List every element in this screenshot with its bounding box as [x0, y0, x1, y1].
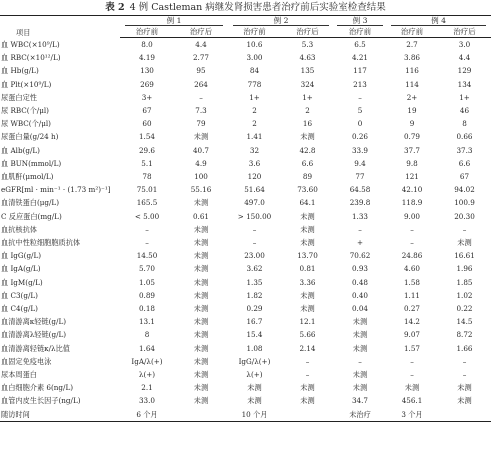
table-row [0, 130, 491, 143]
table-cell: 未测 [300, 304, 315, 314]
table-cell: 未测 [193, 304, 209, 314]
table-cell: 0.04 [351, 304, 368, 314]
table-cell: 14.50 [136, 251, 158, 261]
table-cell: 13.70 [297, 251, 318, 261]
table-cell: 未测 [193, 224, 209, 234]
table-row [0, 78, 491, 91]
row-label: 血 Alb(g/L) [1, 145, 40, 155]
table-cell: + [356, 238, 364, 248]
table-cell: – [252, 238, 257, 248]
table-cell: 4.19 [138, 53, 155, 63]
table-cell: 0.81 [299, 264, 316, 274]
table-cell: 1.58 [403, 277, 420, 287]
table-cell: 4.21 [351, 53, 368, 63]
table-cell: 1.02 [456, 290, 473, 300]
table-cell: – [305, 356, 310, 366]
table-cell: 16.61 [454, 251, 475, 261]
table-caption [0, 1, 491, 14]
table-cell: 33.9 [351, 145, 368, 155]
row-label: 血清铁蛋白(μg/L) [1, 198, 60, 208]
table-cell: 1.05 [138, 277, 155, 287]
table-cell: 8.72 [456, 330, 473, 340]
table-row [0, 381, 491, 394]
table-cell: 0.79 [403, 132, 420, 142]
table-cell: 264 [194, 79, 208, 89]
table-cell: 497.0 [244, 198, 265, 208]
table-body [0, 38, 491, 422]
table-cell: 64.1 [299, 198, 316, 208]
row-label: eGFR[ml · min⁻¹ · (1.73 m²)⁻¹] [1, 185, 111, 195]
table-row [0, 104, 491, 117]
row-label: 血 IgG(g/L) [1, 251, 42, 261]
table-cell: 未测 [300, 290, 315, 300]
table-cell: 5.70 [138, 264, 155, 274]
table-row [0, 408, 491, 422]
table-cell: 55.16 [190, 185, 212, 195]
table-cell: 0 [357, 119, 363, 129]
table-cell: 未测 [457, 383, 472, 393]
header-before: 治疗前 [228, 26, 281, 38]
table-cell: 2.1 [141, 383, 153, 393]
table-cell: 1.11 [403, 290, 420, 300]
table-cell: 1.41 [246, 132, 263, 142]
table-row [0, 315, 491, 328]
table-cell: 70.62 [349, 251, 371, 261]
table-cell: 3.6 [248, 158, 261, 168]
table-cell: 0.61 [192, 211, 209, 221]
table-cell: 未测 [457, 396, 472, 406]
table-cell: 73.60 [297, 185, 318, 195]
table-cell [438, 408, 491, 422]
table-cell: 10 个月 [228, 408, 281, 422]
table-row [0, 51, 491, 64]
table-cell: 778 [247, 79, 262, 89]
table-cell: 未测 [247, 383, 262, 393]
table-cell: 0.66 [456, 132, 473, 142]
table-cell: – [358, 224, 362, 234]
table-cell: 1.54 [138, 132, 155, 142]
table-cell: – [358, 356, 362, 366]
table-cell: λ(+) [246, 370, 263, 380]
row-label: 尿蛋白定性 [1, 92, 37, 102]
table-cell: 0.93 [351, 264, 368, 274]
table-cell: – [410, 224, 414, 234]
table-cell [174, 408, 228, 422]
table-title: 4 例 Castleman 病继发肾损害患者治疗前后实验室检查结果 [129, 2, 386, 13]
row-label: 血 C3(g/L) [1, 290, 38, 300]
table-cell: 6.6 [458, 158, 471, 168]
table-cell: 1.82 [246, 290, 263, 300]
row-label: 随访时间 [0, 408, 120, 422]
table-cell: 未测 [193, 290, 209, 300]
table-cell: 未测 [300, 238, 315, 248]
table-cell: – [462, 370, 467, 380]
table-cell: 60 [142, 119, 152, 129]
table-cell: 213 [353, 79, 367, 89]
table-cell: 67 [459, 172, 470, 182]
row-label: 尿本周蛋白 [1, 370, 37, 380]
table-cell: 51.64 [244, 185, 265, 195]
table-cell: – [410, 370, 414, 380]
table-cell: 94.02 [454, 185, 475, 195]
table-cell: 1.35 [246, 277, 263, 287]
row-label: 血固定免疫电泳 [1, 356, 52, 366]
row-label: 血抗核抗体 [1, 224, 37, 234]
table-number: 表 2 [105, 2, 125, 13]
table-cell: 未测 [300, 132, 315, 142]
table-cell: 13.1 [138, 317, 155, 327]
table-cell: – [145, 224, 149, 234]
table-cell: 95 [196, 66, 206, 76]
table-cell: 12.1 [299, 317, 316, 327]
table-cell: 6 个月 [120, 408, 174, 422]
table-cell: 15.4 [246, 330, 263, 340]
table-cell: – [145, 238, 149, 248]
table-cell: 14.5 [456, 317, 473, 327]
table-cell: 67 [142, 106, 152, 116]
table-cell [281, 408, 334, 422]
table-row [0, 289, 491, 302]
table-cell: 1.57 [403, 343, 420, 353]
table-cell: 2 [305, 106, 310, 116]
table-cell: – [462, 224, 467, 234]
table-cell: 0.26 [351, 132, 368, 142]
row-label: 血 IgM(g/L) [1, 277, 43, 287]
table-row [0, 249, 491, 262]
table-cell: 4.4 [458, 53, 471, 63]
table-cell: 24.86 [401, 251, 423, 261]
table-cell: 未测 [300, 383, 315, 393]
table-cell: 1.96 [456, 264, 473, 274]
table-cell: 3.86 [403, 53, 420, 63]
table-cell: – [462, 356, 467, 366]
table-row [0, 355, 491, 368]
table-cell: 120 [247, 172, 262, 182]
header-case-3: 例 3 [334, 16, 386, 27]
table-cell: 165.5 [136, 198, 158, 208]
lab-results-table [0, 15, 491, 422]
table-cell: 0.29 [246, 304, 263, 314]
table-cell: 2+ [406, 92, 418, 102]
table-cell: 未测 [193, 317, 209, 327]
table-cell: 100 [194, 172, 208, 182]
table-cell: 8.0 [141, 40, 153, 49]
table-cell: 19 [407, 106, 417, 116]
table-row [0, 38, 491, 52]
table-cell: 16 [302, 119, 313, 129]
table-cell: 未测 [300, 396, 315, 406]
table-row [0, 170, 491, 183]
table-cell: 2 [252, 106, 257, 116]
table-cell: 42.8 [299, 145, 316, 155]
table-row [0, 64, 491, 77]
table-cell: IgG/λ(+) [238, 356, 271, 366]
table-cell: 79 [196, 119, 206, 129]
row-label: 血清游离轻链κ/λ比值 [1, 343, 70, 353]
row-label: C 反应蛋白(mg/L) [1, 211, 62, 221]
table-cell: 130 [140, 66, 154, 76]
table-cell: 10.6 [246, 40, 263, 49]
table-cell: 未测 [193, 330, 209, 340]
table-cell: 29.6 [138, 145, 155, 155]
table-cell: 117 [353, 66, 367, 76]
table-cell: 未测 [247, 396, 262, 406]
table-cell: 1+ [459, 92, 470, 102]
table-cell: 1.33 [351, 211, 368, 221]
row-label: 血肌酐(μmol/L) [1, 172, 54, 182]
table-cell: 未测 [193, 370, 209, 380]
header-after: 治疗后 [438, 26, 491, 38]
table-row [0, 196, 491, 209]
table-cell: 未测 [193, 198, 209, 208]
table-cell: 8 [462, 119, 467, 129]
row-label: 尿 WBC(个/μl) [1, 119, 51, 129]
table-cell: 8 [144, 330, 150, 340]
table-cell: 0.48 [351, 277, 368, 287]
table-cell: 未测 [193, 356, 209, 366]
table-cell: 134 [457, 79, 472, 89]
header-before: 治疗前 [120, 26, 174, 38]
row-label: 尿蛋白量(g/24 h) [1, 132, 59, 142]
table-cell: 5.1 [141, 158, 153, 168]
header-case-2: 例 2 [228, 16, 334, 27]
table-cell: 未测 [193, 238, 209, 248]
table-cell: 未测 [352, 370, 368, 380]
table-cell: 未治疗 [334, 408, 386, 422]
header-after: 治疗后 [174, 26, 228, 38]
table-cell: 1+ [249, 92, 260, 102]
table-row [0, 276, 491, 289]
header-item: 项目 [0, 16, 120, 38]
row-label: 血 BUN(mmol/L) [1, 158, 62, 168]
table-row [0, 368, 491, 381]
table-cell: 116 [405, 66, 419, 76]
table-cell: 4.63 [299, 53, 316, 63]
row-label: 血 RBC(×10¹²/L) [1, 53, 61, 63]
table-row [0, 210, 491, 223]
table-cell: 9.07 [403, 330, 420, 340]
table-cell: 23.00 [244, 251, 265, 261]
table-cell: 未测 [352, 343, 368, 353]
table-cell: – [410, 356, 414, 366]
table-cell: 32 [249, 145, 260, 155]
table-row [0, 117, 491, 130]
table-cell: – [358, 92, 362, 102]
table-cell: 9 [409, 119, 415, 129]
row-label: 血白细胞介素 6(ng/L) [1, 383, 74, 393]
table-cell: 3.62 [246, 264, 263, 274]
table-cell: 0.89 [138, 290, 155, 300]
table-cell: – [199, 92, 203, 102]
table-cell: 456.1 [401, 396, 423, 406]
row-label: 血 WBC(×10⁹/L) [1, 39, 60, 49]
table-cell: 3.0 [458, 40, 471, 49]
table-cell: 100.9 [454, 198, 475, 208]
table-cell: < 5.00 [134, 211, 160, 221]
table-cell: 46 [459, 106, 470, 116]
table-cell: 14.2 [403, 317, 420, 327]
table-cell: 6.5 [354, 40, 366, 49]
table-row [0, 302, 491, 315]
table-row [0, 91, 491, 104]
table-cell: 5.3 [301, 40, 314, 49]
table-cell: 5 [357, 106, 363, 116]
table-cell: 2.7 [406, 40, 418, 49]
table-row [0, 262, 491, 275]
table-cell: 未测 [352, 330, 368, 340]
table-cell: 6.6 [301, 158, 314, 168]
table-cell: 118.9 [401, 198, 423, 208]
table-cell: 269 [140, 79, 154, 89]
table-cell: > 150.00 [237, 211, 272, 221]
table-cell: 未测 [193, 251, 209, 261]
table-cell: 未测 [193, 396, 209, 406]
table-cell: 42.10 [401, 185, 423, 195]
table-cell: 未测 [193, 264, 209, 274]
table-row [0, 394, 491, 407]
header-before: 治疗前 [386, 26, 438, 38]
table-cell: 37.7 [403, 145, 420, 155]
table-cell: 1.08 [246, 343, 263, 353]
table-cell: – [252, 224, 257, 234]
table-cell: 未测 [352, 383, 368, 393]
table-cell: 1.85 [456, 277, 473, 287]
table-cell: 16.7 [246, 317, 263, 327]
row-label: 血 IgA(g/L) [1, 264, 41, 274]
row-label: 血管内皮生长因子(ng/L) [1, 396, 81, 406]
table-cell: 75.01 [136, 185, 158, 195]
table-cell: 78 [142, 172, 152, 182]
table-cell: 2 [252, 119, 257, 129]
row-label: 血清游离λ轻链(g/L) [1, 330, 67, 340]
table-cell: 3 个月 [386, 408, 438, 422]
table-cell: – [305, 370, 310, 380]
row-label: 血 Hb(g/L) [1, 66, 39, 76]
table-cell: 129 [457, 66, 472, 76]
table-cell: 77 [355, 172, 365, 182]
table-cell: 未测 [193, 343, 209, 353]
table-row [0, 144, 491, 157]
row-label: 血清游离κ轻链(g/L) [1, 317, 67, 327]
table-cell: IgA/λ(+) [131, 356, 163, 366]
table-cell: 4.60 [403, 264, 420, 274]
table-cell: 7.3 [195, 106, 207, 116]
table-header [0, 16, 491, 38]
table-cell: 64.58 [349, 185, 371, 195]
table-cell: 未测 [457, 238, 472, 248]
table-cell: 0.27 [403, 304, 420, 314]
table-row [0, 157, 491, 170]
table-cell: 3.36 [299, 277, 316, 287]
table-cell: 未测 [300, 211, 315, 221]
table-cell: 0.22 [456, 304, 473, 314]
table-row [0, 342, 491, 355]
table-cell: 9.4 [354, 158, 366, 168]
table-row [0, 236, 491, 249]
table-cell: 324 [300, 79, 315, 89]
table-row [0, 183, 491, 196]
table-cell: 4.4 [195, 40, 207, 49]
table-cell: 0.18 [138, 304, 155, 314]
table-cell: 20.30 [454, 211, 475, 221]
table-row [0, 223, 491, 236]
table-cell: 37.3 [456, 145, 473, 155]
table-cell: 未测 [300, 224, 315, 234]
table-cell: 84 [249, 66, 260, 76]
table-cell: 89 [302, 172, 313, 182]
table-cell: 未测 [193, 132, 209, 142]
row-label: 血 Plt(×10⁹/L) [1, 79, 52, 89]
row-label: 血 C4(g/L) [1, 304, 38, 314]
table-cell: 34.7 [351, 396, 368, 406]
table-cell: λ(+) [138, 370, 156, 380]
table-cell: 114 [405, 79, 419, 89]
table-cell: 33.0 [138, 396, 155, 406]
table-cell: 1+ [302, 92, 313, 102]
table-row [0, 328, 491, 341]
table-cell: 135 [300, 66, 315, 76]
table-cell: 2.14 [299, 343, 316, 353]
table-cell: 3.00 [246, 53, 263, 63]
table-cell: 40.7 [192, 145, 209, 155]
table-cell: – [410, 238, 414, 248]
table-cell: 9.00 [403, 211, 420, 221]
table-cell: 121 [405, 172, 419, 182]
header-case-1: 例 1 [120, 16, 228, 27]
table-cell: 3+ [141, 92, 153, 102]
table-cell: 未测 [352, 317, 368, 327]
table-cell: 1.64 [138, 343, 155, 353]
row-label: 尿 RBC(个/μl) [1, 106, 49, 116]
table-cell: 4.9 [195, 158, 207, 168]
table-cell: 1.66 [456, 343, 473, 353]
table-cell: 未测 [193, 277, 209, 287]
table-cell: 9.8 [406, 158, 418, 168]
table-cell: 2.77 [192, 53, 209, 63]
table-cell: 0.40 [351, 290, 368, 300]
header-case-4: 例 4 [386, 16, 491, 27]
row-label: 血抗中性粒细胞胞质抗体 [1, 238, 81, 248]
table-cell: 5.66 [299, 330, 316, 340]
header-after: 治疗后 [281, 26, 334, 38]
table-cell: 239.8 [349, 198, 371, 208]
table-cell: 未测 [404, 383, 420, 393]
table-cell: 未测 [193, 383, 209, 393]
header-before: 治疗前 [334, 26, 386, 38]
